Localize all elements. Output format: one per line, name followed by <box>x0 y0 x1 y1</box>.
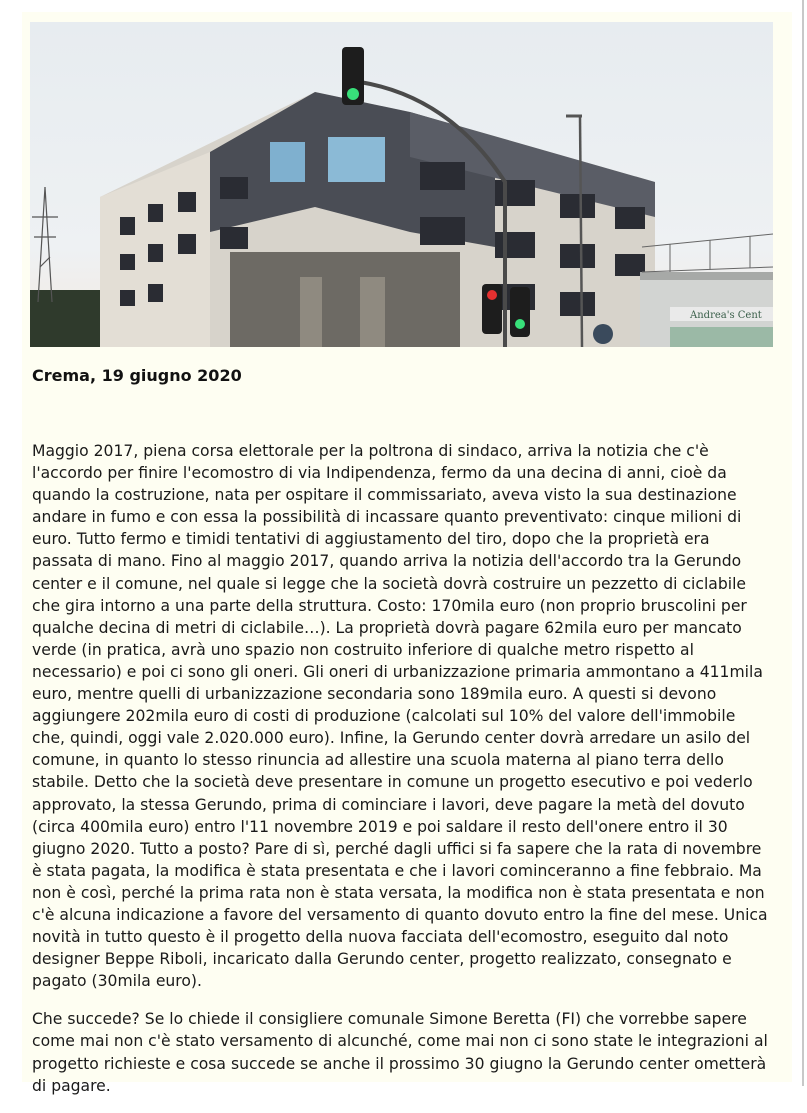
shop-sign-text: Andrea's Cent <box>690 310 762 321</box>
article-paragraph: Che succede? Se lo chiede il consigliere comunale Simone Beretta (FI) che vorrebbe sapere come mai non c'è stato versamento di alcunché, come mai non ci sono state le integrazioni al progetto richieste e cosa succede se anche il prossimo 30 giugno la Gerundo center ometterà di pagare. <box>32 1010 768 1095</box>
article-photo <box>30 22 773 347</box>
article-dateline: Crema, 19 giugno 2020 <box>32 366 242 385</box>
article-paragraph: Maggio 2017, piena corsa elettorale per la poltrona di sindaco, arriva la notizia che c'è l'accordo per finire l'ecomostro di via Indipendenza, fermo da una decina di anni, cioè da quando la costruzione, nata per ospitare il commissariato, aveva visto la sua destinazione andare in fumo e con essa la possibilità di incassare quanto preventivato: cinque milioni di euro. Tutto fermo e timidi tentativi di aggiustamento del tiro, dopo che la proprietà era passata di mano. Fino al maggio 2017, quando arriva la notizia dell'accordo tra la Gerundo center e il comune, nel quale si legge che la società dovrà costruire un pezzetto di ciclabile che gira intorno a una parte della struttura. Costo: 170mila euro (non proprio bruscolini per qualche decina di metri di ciclabile…). La proprietà dovrà pagare 62mila euro per mancato verde (in pratica, avrà uno spazio non costruito inferiore di qualche metro rispetto al necessario) e poi ci sono gli oneri. Gli oneri di urbanizzazione primaria ammontano a 411mila euro, mentre quelli di urbanizzazione secondaria sono 189mila euro. A questi si devono aggiungere 202mila euro di costi di produzione (calcolati sul 10% del valore dell'immobile che, quindi, oggi vale 2.020.000 euro). Infine, la Gerundo center dovrà arredare un asilo del comune, in quanto lo stesso rinuncia ad allestire una scuola materna al piano terra dello stabile. Detto che la società deve presentare in comune un progetto esecutivo e poi vederlo approvato, la stessa Gerundo, prima di cominciare i lavori, deve pagare la metà del dovuto (circa 400mila euro) entro l'11 novembre 2019 e poi saldare il resto dell'onere entro il 30 giugno 2020. Tutto a posto? Pare di sì, perché dagli uffici si fa sapere che la rata di novembre è stata pagata, la modifica è stata presentata e che i lavori cominceranno a fine febbraio. Ma non è così, perché la prima rata non è stata versata, la modifica non è stata presentata e non c'è alcuna indicazione a favore del versamento di quanto dovuto entro la fine del mese. Unica novità in tutto questo è il progetto della nuova facciata dell'ecomostro, eseguito dal noto designer Beppe Riboli, incaricato dalla Gerundo center, progetto realizzato, consegnato e pagato (30mila euro). <box>32 442 768 991</box>
traffic-light-top <box>342 47 364 105</box>
road-sign <box>593 324 613 344</box>
building-photo-illustration <box>30 22 773 347</box>
page-edge-rule <box>802 0 804 1086</box>
article-body <box>32 440 772 1113</box>
